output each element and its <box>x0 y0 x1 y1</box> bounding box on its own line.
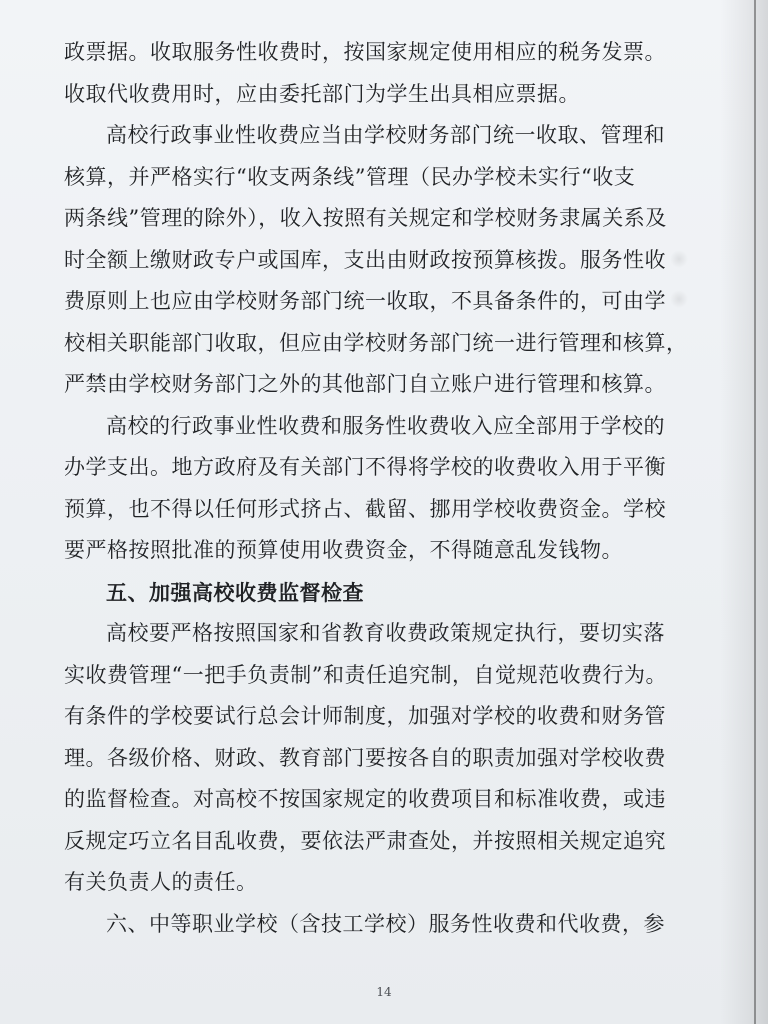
page-edge-line <box>754 0 756 1024</box>
text-line: 政票据。收取服务性收费时，按国家规定使用相应的税务发票。 <box>64 40 666 64</box>
section-heading: 六、中等职业学校（含技工学校）服务性收费和代收费，参 <box>106 911 665 936</box>
document-body <box>64 32 694 945</box>
text-line: 核算，并严格实行“收支两条线”管理（民办学校未实行“收支 <box>64 164 636 189</box>
text-line: 有关负责人的责任。 <box>64 870 258 894</box>
text-line: 高校要严格按照国家和省教育收费政策规定执行，要切实落 <box>106 621 665 645</box>
page-number: 14 <box>376 985 392 999</box>
text-line: 理。各级价格、财政、教育部门要按各自的职责加强对学校收费 <box>64 745 666 770</box>
page-shadow <box>720 0 768 1024</box>
text-line: 严禁由学校财务部门之外的其他部门自立账户进行管理和核算。 <box>64 372 666 396</box>
section-heading: 五、加强高校收费监督检查 <box>106 579 364 605</box>
text-line: 时全额上缴财政专户或国库，支出由财政按预算核拨。服务性收 <box>64 247 666 272</box>
text-line: 校相关职能部门收取，但应由学校财务部门统一进行管理和核算， <box>64 330 688 355</box>
text-line: 预算，也不得以任何形式挤占、截留、挪用学校收费资金。学校 <box>64 496 666 521</box>
text-line: 反规定巧立名目乱收费，要依法严肃查处，并按照相关规定追究 <box>64 828 666 853</box>
text-line: 两条线”管理的除外），收入按照有关规定和学校财务隶属关系及 <box>64 206 667 230</box>
text-line: 费原则上也应由学校财务部门统一收取，不具备条件的，可由学 <box>64 289 666 313</box>
text-line: 收取代收费用时，应由委托部门为学生出具相应票据。 <box>64 81 580 106</box>
text-line: 的监督检查。对高校不按国家规定的收费项目和标准收费，或违 <box>64 787 666 811</box>
text-line: 办学支出。地方政府及有关部门不得将学校的收费收入用于平衡 <box>64 455 666 479</box>
text-line: 要严格按照批准的预算使用收费资金，不得随意乱发钱物。 <box>64 538 623 562</box>
text-line: 高校行政事业性收费应当由学校财务部门统一收取、管理和 <box>106 123 665 147</box>
text-line: 有条件的学校要试行总会计师制度，加强对学校的收费和财务管 <box>64 704 666 728</box>
text-line: 高校的行政事业性收费和服务性收费收入应全部用于学校的 <box>106 413 665 438</box>
text-line: 实收费管理“一把手负责制”和责任追究制，自觉规范收费行为。 <box>64 662 667 687</box>
